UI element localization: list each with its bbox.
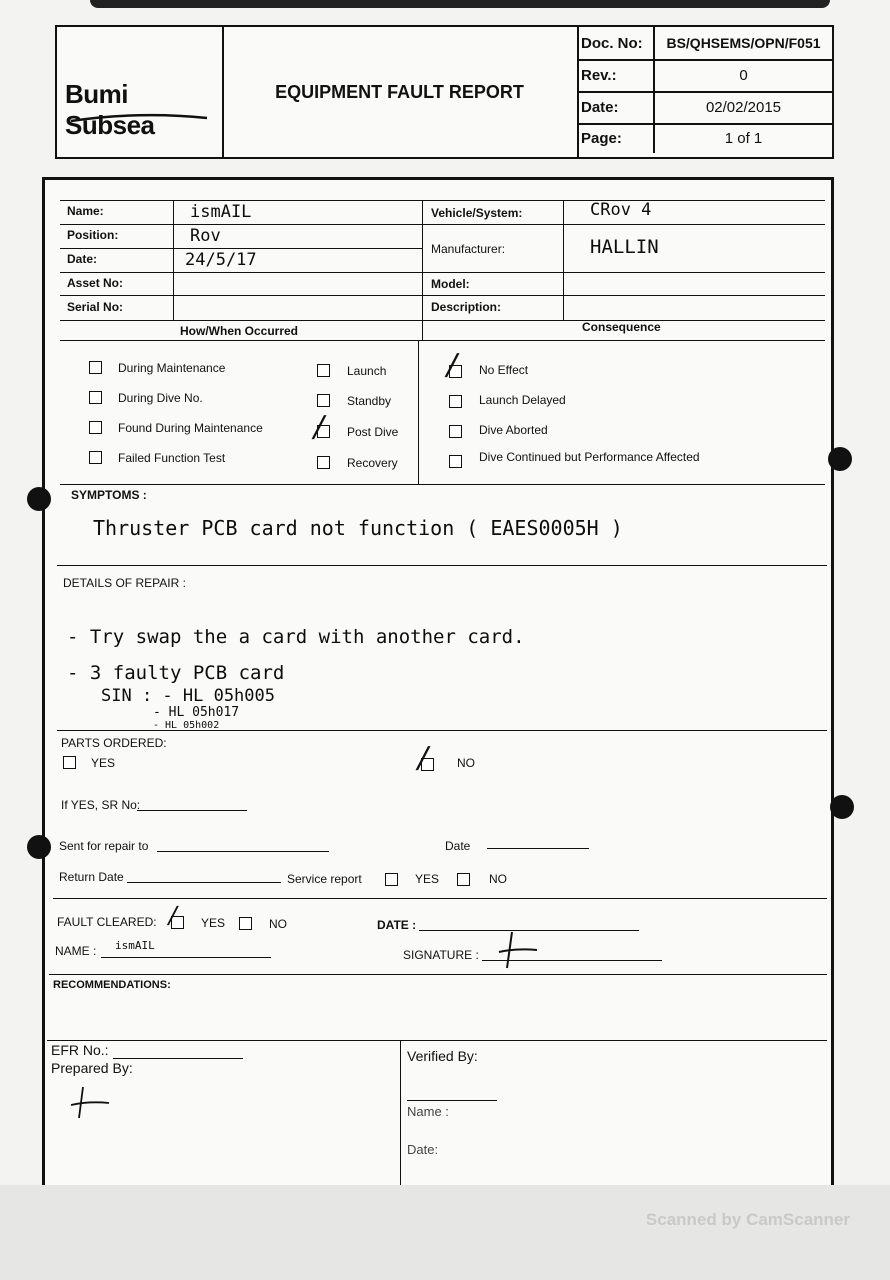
consequence-heading: Consequence bbox=[582, 320, 661, 334]
during-dive-label: During Dive No. bbox=[118, 391, 203, 405]
standby-label: Standby bbox=[347, 394, 392, 408]
rev-row bbox=[577, 59, 832, 93]
punch-hole bbox=[27, 487, 51, 511]
no-effect-label: No Effect bbox=[479, 363, 529, 377]
signature-label: SIGNATURE : bbox=[403, 948, 479, 962]
repair-label: DETAILS OF REPAIR : bbox=[63, 576, 186, 590]
punch-hole bbox=[828, 447, 852, 471]
serial-no-label: Serial No: bbox=[67, 300, 124, 314]
company-logo bbox=[57, 27, 224, 157]
symptoms-text[interactable]: Thruster PCB card not function ( EAES0005H ) bbox=[93, 516, 623, 540]
name-field[interactable]: ismAIL bbox=[190, 202, 252, 222]
launch-label: Launch bbox=[347, 364, 387, 378]
parts-no-label: NO bbox=[457, 756, 475, 770]
punch-hole bbox=[27, 835, 51, 859]
parts-ordered-label: PARTS ORDERED: bbox=[61, 736, 167, 750]
service-report-label: Service report bbox=[287, 872, 362, 886]
prepared-by-label: Prepared By: bbox=[51, 1060, 133, 1076]
repair-line-2[interactable]: - 3 faulty PCB card bbox=[67, 662, 285, 684]
verified-date-label: Date: bbox=[407, 1142, 439, 1157]
sr-no-label: If YES, SR No: bbox=[61, 798, 141, 812]
return-date-label: Return Date bbox=[59, 870, 124, 884]
launch-delayed-label: Launch Delayed bbox=[479, 393, 566, 407]
date-row bbox=[577, 91, 832, 125]
date-label: Date: bbox=[577, 91, 655, 123]
page-value: 1 of 1 bbox=[724, 129, 763, 147]
parts-yes-label: YES bbox=[91, 756, 116, 770]
rev-label: Rev.: bbox=[577, 59, 655, 91]
dive-continued-checkbox[interactable] bbox=[449, 455, 462, 468]
repair-line-3[interactable]: SIN : - HL 05h005 bbox=[101, 686, 275, 706]
service-yes-label: YES bbox=[415, 872, 440, 886]
verified-name-label: Name : bbox=[407, 1104, 449, 1119]
during-maintenance-checkbox[interactable] bbox=[89, 361, 102, 374]
signature-mark-icon bbox=[497, 930, 547, 970]
scan-top-shadow bbox=[90, 0, 830, 8]
fault-report-form bbox=[42, 177, 834, 1188]
service-no-label: NO bbox=[489, 872, 507, 886]
verified-by-label: Verified By: bbox=[407, 1048, 478, 1064]
during-maintenance-label: During Maintenance bbox=[118, 361, 226, 375]
sr-no-field[interactable] bbox=[137, 810, 247, 811]
parts-no-tick-icon: ╱ bbox=[417, 748, 430, 770]
dive-aborted-label: Dive Aborted bbox=[479, 423, 548, 437]
prepared-signature-icon bbox=[69, 1085, 119, 1120]
return-date-field[interactable] bbox=[127, 882, 281, 883]
doc-no-value: BS/QHSEMS/OPN/F051 bbox=[666, 35, 821, 51]
punch-hole bbox=[830, 795, 854, 819]
vehicle-label: Vehicle/System: bbox=[431, 206, 523, 220]
repair-line-5[interactable]: - HL 05h002 bbox=[153, 720, 220, 731]
rev-value: 0 bbox=[739, 66, 748, 84]
post-dive-tick-icon: ╱ bbox=[313, 417, 326, 439]
asset-no-label: Asset No: bbox=[67, 276, 124, 290]
date-label: Date: bbox=[67, 252, 98, 266]
date-field[interactable]: 24/5/17 bbox=[185, 250, 257, 270]
symptoms-label: SYMPTOMS : bbox=[71, 488, 147, 502]
efr-no-label: EFR No.: bbox=[51, 1042, 109, 1058]
page-row bbox=[577, 123, 832, 153]
sent-for-repair-label: Sent for repair to bbox=[59, 839, 149, 853]
repair-date-label: Date bbox=[445, 839, 471, 853]
doc-no-row bbox=[577, 27, 832, 61]
dive-aborted-checkbox[interactable] bbox=[449, 425, 462, 438]
position-label: Position: bbox=[67, 228, 119, 242]
found-during-maintenance-checkbox[interactable] bbox=[89, 421, 102, 434]
post-dive-label: Post Dive bbox=[347, 425, 399, 439]
occurred-heading: How/When Occurred bbox=[180, 324, 299, 338]
fault-cleared-label: FAULT CLEARED: bbox=[57, 915, 157, 929]
failed-function-test-label: Failed Function Test bbox=[118, 451, 226, 465]
during-dive-checkbox[interactable] bbox=[89, 391, 102, 404]
dive-continued-label: Dive Continued but Performance Affected bbox=[479, 450, 700, 464]
document-header bbox=[55, 25, 834, 159]
launch-checkbox[interactable] bbox=[317, 364, 330, 377]
service-no-checkbox[interactable] bbox=[457, 873, 470, 886]
scanner-watermark: Scanned by CamScanner bbox=[645, 1210, 850, 1229]
parts-yes-checkbox[interactable] bbox=[63, 756, 76, 769]
scan-background bbox=[0, 1185, 890, 1280]
fault-name-underline bbox=[101, 957, 271, 958]
recovery-checkbox[interactable] bbox=[317, 456, 330, 469]
repair-date-field[interactable] bbox=[487, 848, 589, 849]
recommendations-label: RECOMMENDATIONS: bbox=[53, 979, 171, 991]
position-field[interactable]: Rov bbox=[190, 226, 221, 246]
fault-yes-tick-icon: ╱ bbox=[168, 908, 178, 925]
repair-line-4[interactable]: - HL 05h017 bbox=[153, 705, 240, 720]
page-label: Page: bbox=[577, 123, 655, 153]
fault-yes-label: YES bbox=[201, 916, 226, 930]
no-effect-tick-icon: ╱ bbox=[446, 355, 459, 377]
name-label: Name: bbox=[67, 204, 104, 218]
page-title: EQUIPMENT FAULT REPORT bbox=[222, 27, 579, 157]
launch-delayed-checkbox[interactable] bbox=[449, 395, 462, 408]
fault-date-label: DATE : bbox=[377, 918, 417, 932]
manufacturer-field[interactable]: HALLIN bbox=[590, 236, 659, 258]
date-value: 02/02/2015 bbox=[705, 98, 782, 116]
standby-checkbox[interactable] bbox=[317, 394, 330, 407]
efr-no-field[interactable] bbox=[113, 1058, 243, 1059]
service-yes-checkbox[interactable] bbox=[385, 873, 398, 886]
found-during-maintenance-label: Found During Maintenance bbox=[118, 421, 263, 435]
fault-name-label: NAME : bbox=[55, 944, 97, 958]
vehicle-field[interactable]: CRov 4 bbox=[590, 200, 652, 220]
verified-by-field[interactable] bbox=[407, 1100, 497, 1101]
repair-line-1[interactable]: - Try swap the a card with another card. bbox=[67, 626, 525, 648]
recovery-label: Recovery bbox=[347, 456, 398, 470]
logo-text: Bumi Subsea bbox=[65, 79, 155, 140]
failed-function-test-checkbox[interactable] bbox=[89, 451, 102, 464]
manufacturer-label: Manufacturer: bbox=[431, 242, 506, 256]
model-label: Model: bbox=[431, 277, 470, 291]
fault-no-checkbox[interactable] bbox=[239, 917, 252, 930]
description-label: Description: bbox=[431, 300, 502, 314]
fault-name-field[interactable]: ismAIL bbox=[115, 939, 155, 952]
logo-swoosh-icon bbox=[69, 113, 209, 123]
sent-for-repair-field[interactable] bbox=[157, 851, 329, 852]
doc-no-label: Doc. No: bbox=[577, 27, 655, 59]
fault-no-label: NO bbox=[269, 917, 287, 931]
